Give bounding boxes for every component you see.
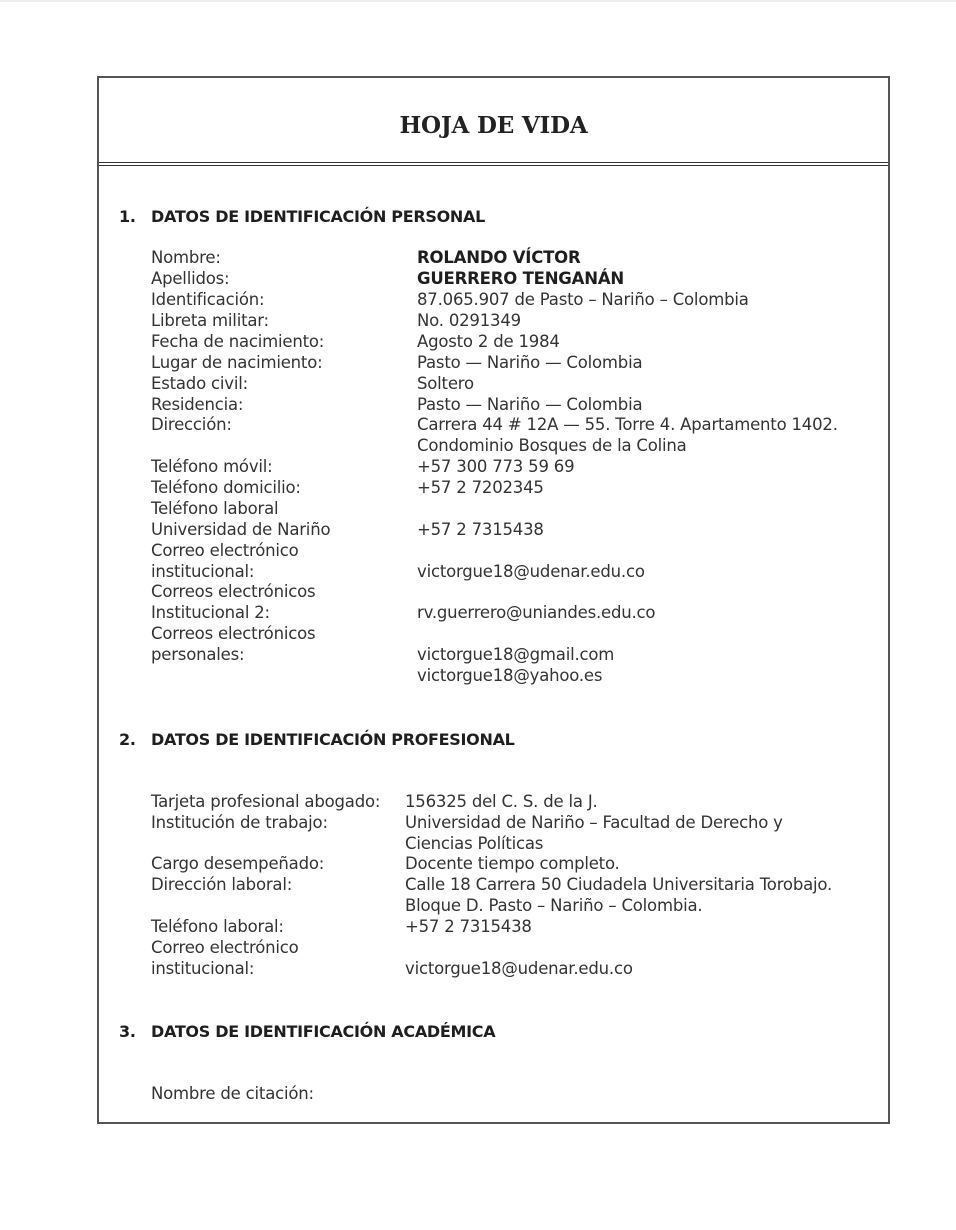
value-identificacion: 87.065.907 de Pasto – Nariño – Colombia	[417, 290, 749, 309]
label-telefono-domicilio: Teléfono domicilio:	[151, 478, 301, 497]
label-correo-institucional2-line1: Correos electrónicos	[151, 582, 316, 601]
section-title: DATOS DE IDENTIFICACIÓN ACADÉMICA	[151, 1022, 496, 1041]
label-libreta-militar: Libreta militar:	[151, 311, 269, 330]
value-direccion-laboral-line1: Calle 18 Carrera 50 Ciudadela Universitaria Torobajo.	[405, 875, 833, 894]
label-correos-personales-line2: personales:	[151, 645, 245, 664]
label-fecha-nacimiento: Fecha de nacimiento:	[151, 332, 325, 351]
label-lugar-nacimiento: Lugar de nacimiento:	[151, 353, 323, 372]
top-edge-line	[0, 0, 956, 2]
value-telefono-laboral-prof: +57 2 7315438	[405, 917, 532, 936]
section-heading-personal	[119, 207, 485, 226]
value-telefono-laboral: +57 2 7315438	[417, 520, 544, 539]
value-lugar-nacimiento: Pasto — Nariño — Colombia	[417, 353, 643, 372]
section-heading-profesional	[119, 730, 515, 749]
label-estado-civil: Estado civil:	[151, 374, 248, 393]
label-telefono-laboral: Teléfono laboral:	[151, 917, 284, 936]
label-correos-personales-line1: Correos electrónicos	[151, 624, 316, 643]
value-telefono-movil: +57 300 773 59 69	[417, 457, 575, 476]
label-apellidos: Apellidos:	[151, 269, 230, 288]
document-title: HOJA DE VIDA	[399, 112, 588, 139]
section-number: 2.	[119, 730, 136, 749]
value-institucion-line2: Ciencias Políticas	[405, 834, 544, 853]
label-correo-institucional-line1: Correo electrónico	[151, 541, 299, 560]
value-direccion-laboral-line2: Bloque D. Pasto – Nariño – Colombia.	[405, 896, 703, 915]
section-number: 1.	[119, 207, 136, 226]
value-tarjeta-profesional: 156325 del C. S. de la J.	[405, 792, 598, 811]
label-correo-prof-line1: Correo electrónico	[151, 938, 299, 957]
value-institucion-line1: Universidad de Nariño – Facultad de Derecho y	[405, 813, 783, 832]
label-correo-institucional2-line2: Institucional 2:	[151, 603, 270, 622]
label-telefono-movil: Teléfono móvil:	[151, 457, 273, 476]
value-direccion-line2: Condominio Bosques de la Colina	[417, 436, 687, 455]
cv-page-frame	[97, 76, 890, 1124]
label-correo-institucional-line2: institucional:	[151, 562, 255, 581]
value-direccion-line1: Carrera 44 # 12A — 55. Torre 4. Apartamento 1402.	[417, 415, 838, 434]
value-correo-personal-2: victorgue18@yahoo.es	[417, 666, 603, 685]
label-nombre: Nombre:	[151, 248, 221, 267]
title-band	[99, 78, 888, 166]
label-institucion-trabajo: Institución de trabajo:	[151, 813, 328, 832]
value-fecha-nacimiento: Agosto 2 de 1984	[417, 332, 560, 351]
value-correo-institucional2: rv.guerrero@uniandes.edu.co	[417, 603, 656, 622]
section-heading-academica	[119, 1022, 495, 1041]
label-residencia: Residencia:	[151, 395, 244, 414]
section-title: DATOS DE IDENTIFICACIÓN PROFESIONAL	[151, 730, 515, 749]
value-correo-prof: victorgue18@udenar.edu.co	[405, 959, 633, 978]
value-telefono-domicilio: +57 2 7202345	[417, 478, 544, 497]
value-residencia: Pasto — Nariño — Colombia	[417, 395, 643, 414]
value-correo-personal-1: victorgue18@gmail.com	[417, 645, 615, 664]
label-tarjeta-profesional: Tarjeta profesional abogado:	[151, 792, 381, 811]
label-identificacion: Identificación:	[151, 290, 265, 309]
section-number: 3.	[119, 1022, 136, 1041]
value-correo-institucional: victorgue18@udenar.edu.co	[417, 562, 645, 581]
label-cargo: Cargo desempeñado:	[151, 854, 325, 873]
label-direccion-laboral: Dirección laboral:	[151, 875, 293, 894]
label-telefono-laboral-line2: Universidad de Nariño	[151, 520, 331, 539]
label-nombre-citacion: Nombre de citación:	[151, 1084, 314, 1103]
value-libreta-militar: No. 0291349	[417, 311, 521, 330]
value-apellidos: GUERRERO TENGANÁN	[417, 269, 625, 288]
value-nombre: ROLANDO VÍCTOR	[417, 248, 581, 267]
value-estado-civil: Soltero	[417, 374, 474, 393]
section-title: DATOS DE IDENTIFICACIÓN PERSONAL	[151, 207, 485, 226]
label-telefono-laboral-line1: Teléfono laboral	[151, 499, 279, 518]
label-direccion: Dirección:	[151, 415, 232, 434]
label-correo-prof-line2: institucional:	[151, 959, 255, 978]
value-cargo: Docente tiempo completo.	[405, 854, 620, 873]
